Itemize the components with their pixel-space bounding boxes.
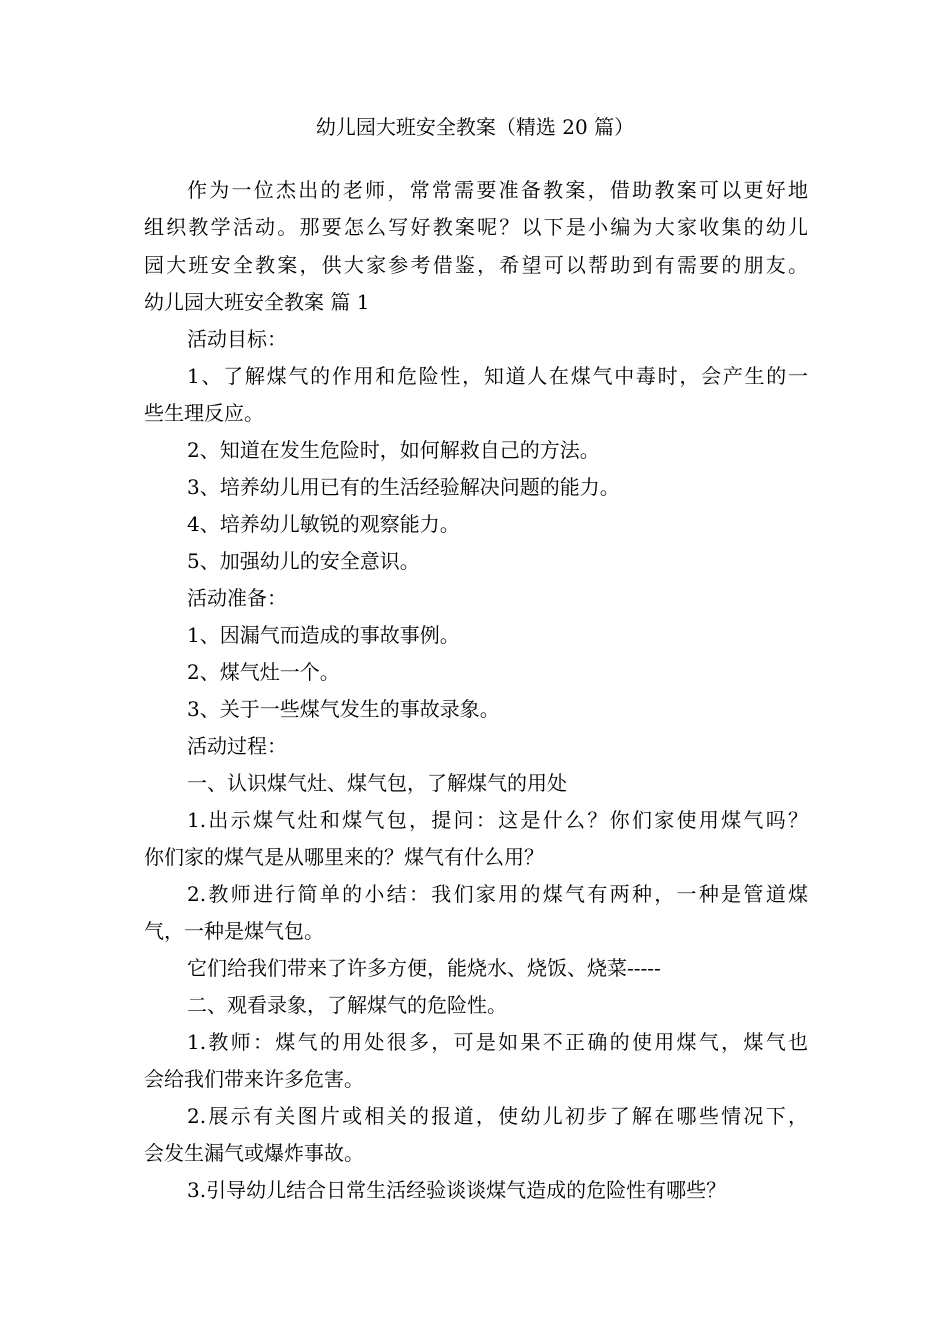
section-heading: 幼儿园大班安全教案 篇 1 xyxy=(144,290,370,314)
list-item-continuation: 气，一种是煤气包。 xyxy=(144,919,324,943)
list-item: 2.教师进行简单的小结：我们家用的煤气有两种，一种是管道煤 xyxy=(187,882,808,906)
list-item-continuation: 你们家的煤气是从哪里来的？煤气有什么用？ xyxy=(144,845,544,869)
subsection-heading: 活动目标： xyxy=(187,327,287,351)
paragraph-line: 它们给我们带来了许多方便，能烧水、烧饭、烧菜----- xyxy=(187,956,661,980)
list-item: 2、煤气灶一个。 xyxy=(187,660,340,684)
list-item: 3、培养幼儿用已有的生活经验解决问题的能力。 xyxy=(187,475,620,499)
list-item: 2、知道在发生危险时，如何解救自己的方法。 xyxy=(187,438,600,462)
list-item-continuation: 会发生漏气或爆炸事故。 xyxy=(144,1141,364,1165)
list-item-continuation: 会给我们带来许多危害。 xyxy=(144,1067,364,1091)
list-item-continuation: 些生理反应。 xyxy=(144,401,264,425)
list-item: 1.教师：煤气的用处很多，可是如果不正确的使用煤气，煤气也 xyxy=(187,1030,808,1054)
list-item: 1、因漏气而造成的事故事例。 xyxy=(187,623,460,647)
list-item: 3、关于一些煤气发生的事故录象。 xyxy=(187,697,500,721)
document-title: 幼儿园大班安全教案（精选 20 篇） xyxy=(315,115,635,139)
paragraph-line: 园大班安全教案，供大家参考借鉴，希望可以帮助到有需要的朋友。 xyxy=(144,253,808,277)
list-item: 4、培养幼儿敏锐的观察能力。 xyxy=(187,512,460,536)
list-item: 1.出示煤气灶和煤气包，提问：这是什么？你们家使用煤气吗？ xyxy=(187,808,808,832)
list-item: 5、加强幼儿的安全意识。 xyxy=(187,549,420,573)
paragraph-line: 组织教学活动。那要怎么写好教案呢？以下是小编为大家收集的幼儿 xyxy=(144,215,808,239)
subsection-heading: 活动准备： xyxy=(187,586,287,610)
list-item: 3.引导幼儿结合日常生活经验谈谈煤气造成的危险性有哪些？ xyxy=(187,1178,727,1202)
subsection-heading: 活动过程： xyxy=(187,734,287,758)
list-item: 2.展示有关图片或相关的报道，使幼儿初步了解在哪些情况下， xyxy=(187,1104,808,1128)
step-heading: 一、认识煤气灶、煤气包，了解煤气的用处 xyxy=(187,771,567,795)
step-heading: 二、观看录象，了解煤气的危险性。 xyxy=(187,993,507,1017)
list-item: 1、了解煤气的作用和危险性，知道人在煤气中毒时，会产生的一 xyxy=(187,364,808,388)
paragraph-line: 作为一位杰出的老师，常常需要准备教案，借助教案可以更好地 xyxy=(187,178,808,202)
